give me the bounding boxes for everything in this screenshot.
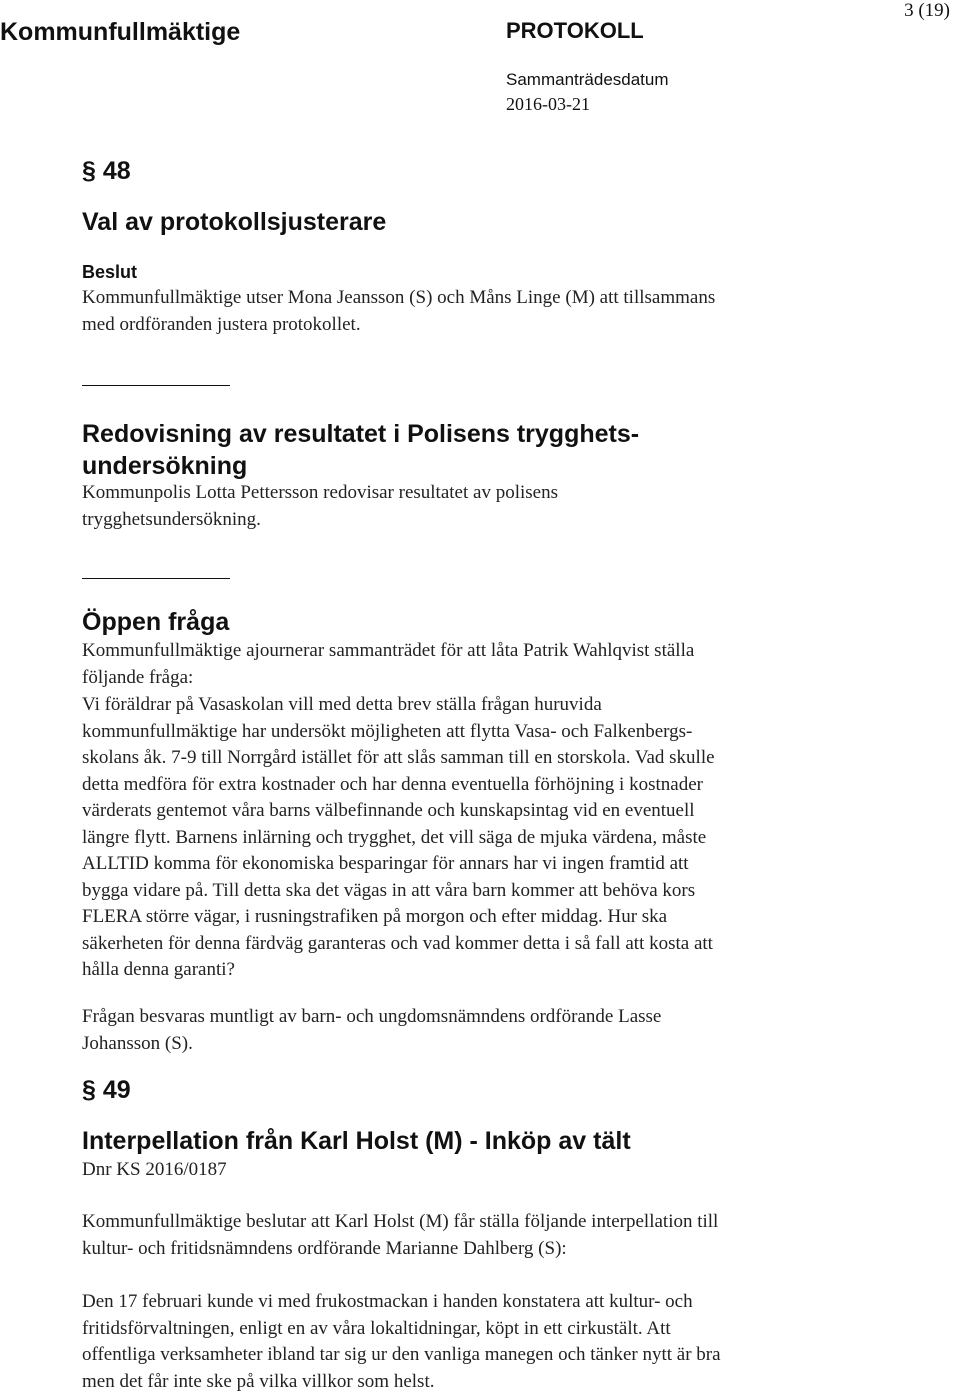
case-number: Dnr KS 2016/0187	[82, 1159, 227, 1180]
body-line: kultur- och fritidsnämndens ordförande Marianne Dahlberg (S):	[82, 1237, 567, 1259]
body-line: Den 17 februari kunde vi med frukostmackan i handen konstatera att kultur- och	[82, 1291, 693, 1312]
redovisning-body	[82, 480, 558, 533]
body-line: detta medföra för extra kostnader och har denna eventuella förhöjning i kostnader	[82, 773, 703, 795]
body-line: fritidsförvaltningen, enligt en av våra lokaltidningar, köpt in ett cirkustält. Att	[82, 1317, 671, 1339]
section-49-decision	[82, 1209, 718, 1262]
body-line: Frågan besvaras muntligt av barn- och ungdomsnämndens ordförande Lasse	[82, 1006, 662, 1027]
body-line: offentliga verksamheter ibland tar sig ur den vanliga manegen och tänker nytt är bra	[82, 1344, 721, 1365]
body-line: Kommunfullmäktige utser Mona Jeansson (S) och Måns Linge (M) att tillsammans	[82, 287, 716, 308]
section-49-body	[82, 1289, 721, 1395]
body-line: med ordföranden justera protokollet.	[82, 313, 361, 335]
body-line: Johansson (S).	[82, 1032, 193, 1054]
title-line: undersökning	[82, 452, 248, 480]
body-line: ALLTID komma för ekonomiska besparingar för annars har vi ingen framtid att	[82, 853, 689, 874]
open-question-text	[82, 692, 715, 984]
open-question-title: Öppen fråga	[82, 608, 230, 636]
body-line: Kommunfullmäktige ajournerar sammanträdet för att låta Patrik Wahlqvist ställa	[82, 640, 695, 661]
body-line: trygghetsundersökning.	[82, 508, 261, 530]
body-line: säkerheten för denna färdväg garanteras och vad kommer detta i så fall att kosta att	[82, 932, 713, 954]
section-48-number: § 48	[82, 157, 131, 185]
body-line: skolans åk. 7-9 till Norrgård istället för att slås samman till en storskola. Vad skulle	[82, 747, 715, 768]
header-document-type: PROTOKOLL	[506, 18, 644, 43]
body-line: Kommunpolis Lotta Pettersson redovisar resultatet av polisens	[82, 482, 558, 503]
section-49-title: Interpellation från Karl Holst (M) - Inköp av tält	[82, 1127, 631, 1155]
body-line: värderats gentemot våra barns välbefinnande och kunskapsintag vid en eventuell	[82, 800, 695, 821]
body-line: följande fråga:	[82, 666, 194, 688]
section-49-dnr	[82, 1157, 227, 1184]
header-meeting-date-label: Sammanträdesdatum	[506, 70, 669, 89]
header-page-number: 3 (19)	[904, 0, 950, 21]
title-line: Redovisning av resultatet i Polisens trygghets-	[82, 420, 640, 448]
body-line: längre flytt. Barnens inlärning och trygghet, det vill säga de mjuka värdena, måste	[82, 826, 707, 848]
body-line: bygga vidare på. Till detta ska det vägas in att våra barn kommer att behöva kors	[82, 879, 696, 901]
section-divider	[82, 385, 230, 386]
section-divider	[82, 578, 230, 579]
body-line: Vi föräldrar på Vasaskolan vill med detta brev ställa frågan huruvida	[82, 694, 602, 715]
open-question-intro	[82, 638, 694, 691]
body-line: kommunfullmäktige har undersökt möjligheten att flytta Vasa- och Falkenbergs-	[82, 720, 693, 742]
body-line: Kommunfullmäktige beslutar att Karl Holst (M) får ställa följande interpellation till	[82, 1211, 719, 1232]
section-48-subheading: Beslut	[82, 262, 138, 282]
body-line: men det får inte ske på vilka villkor som helst.	[82, 1370, 435, 1392]
open-question-answer	[82, 1004, 661, 1057]
body-line: hålla denna garanti?	[82, 959, 235, 980]
section-48-title: Val av protokollsjusterare	[82, 208, 387, 236]
body-line: FLERA större vägar, i rusningstrafiken på morgon och efter middag. Hur ska	[82, 906, 668, 927]
section-49-number: § 49	[82, 1076, 131, 1104]
header-organization: Kommunfullmäktige	[0, 18, 241, 46]
section-48-body	[82, 285, 715, 338]
redovisning-title	[82, 418, 639, 482]
header-meeting-date: 2016-03-21	[506, 94, 590, 114]
